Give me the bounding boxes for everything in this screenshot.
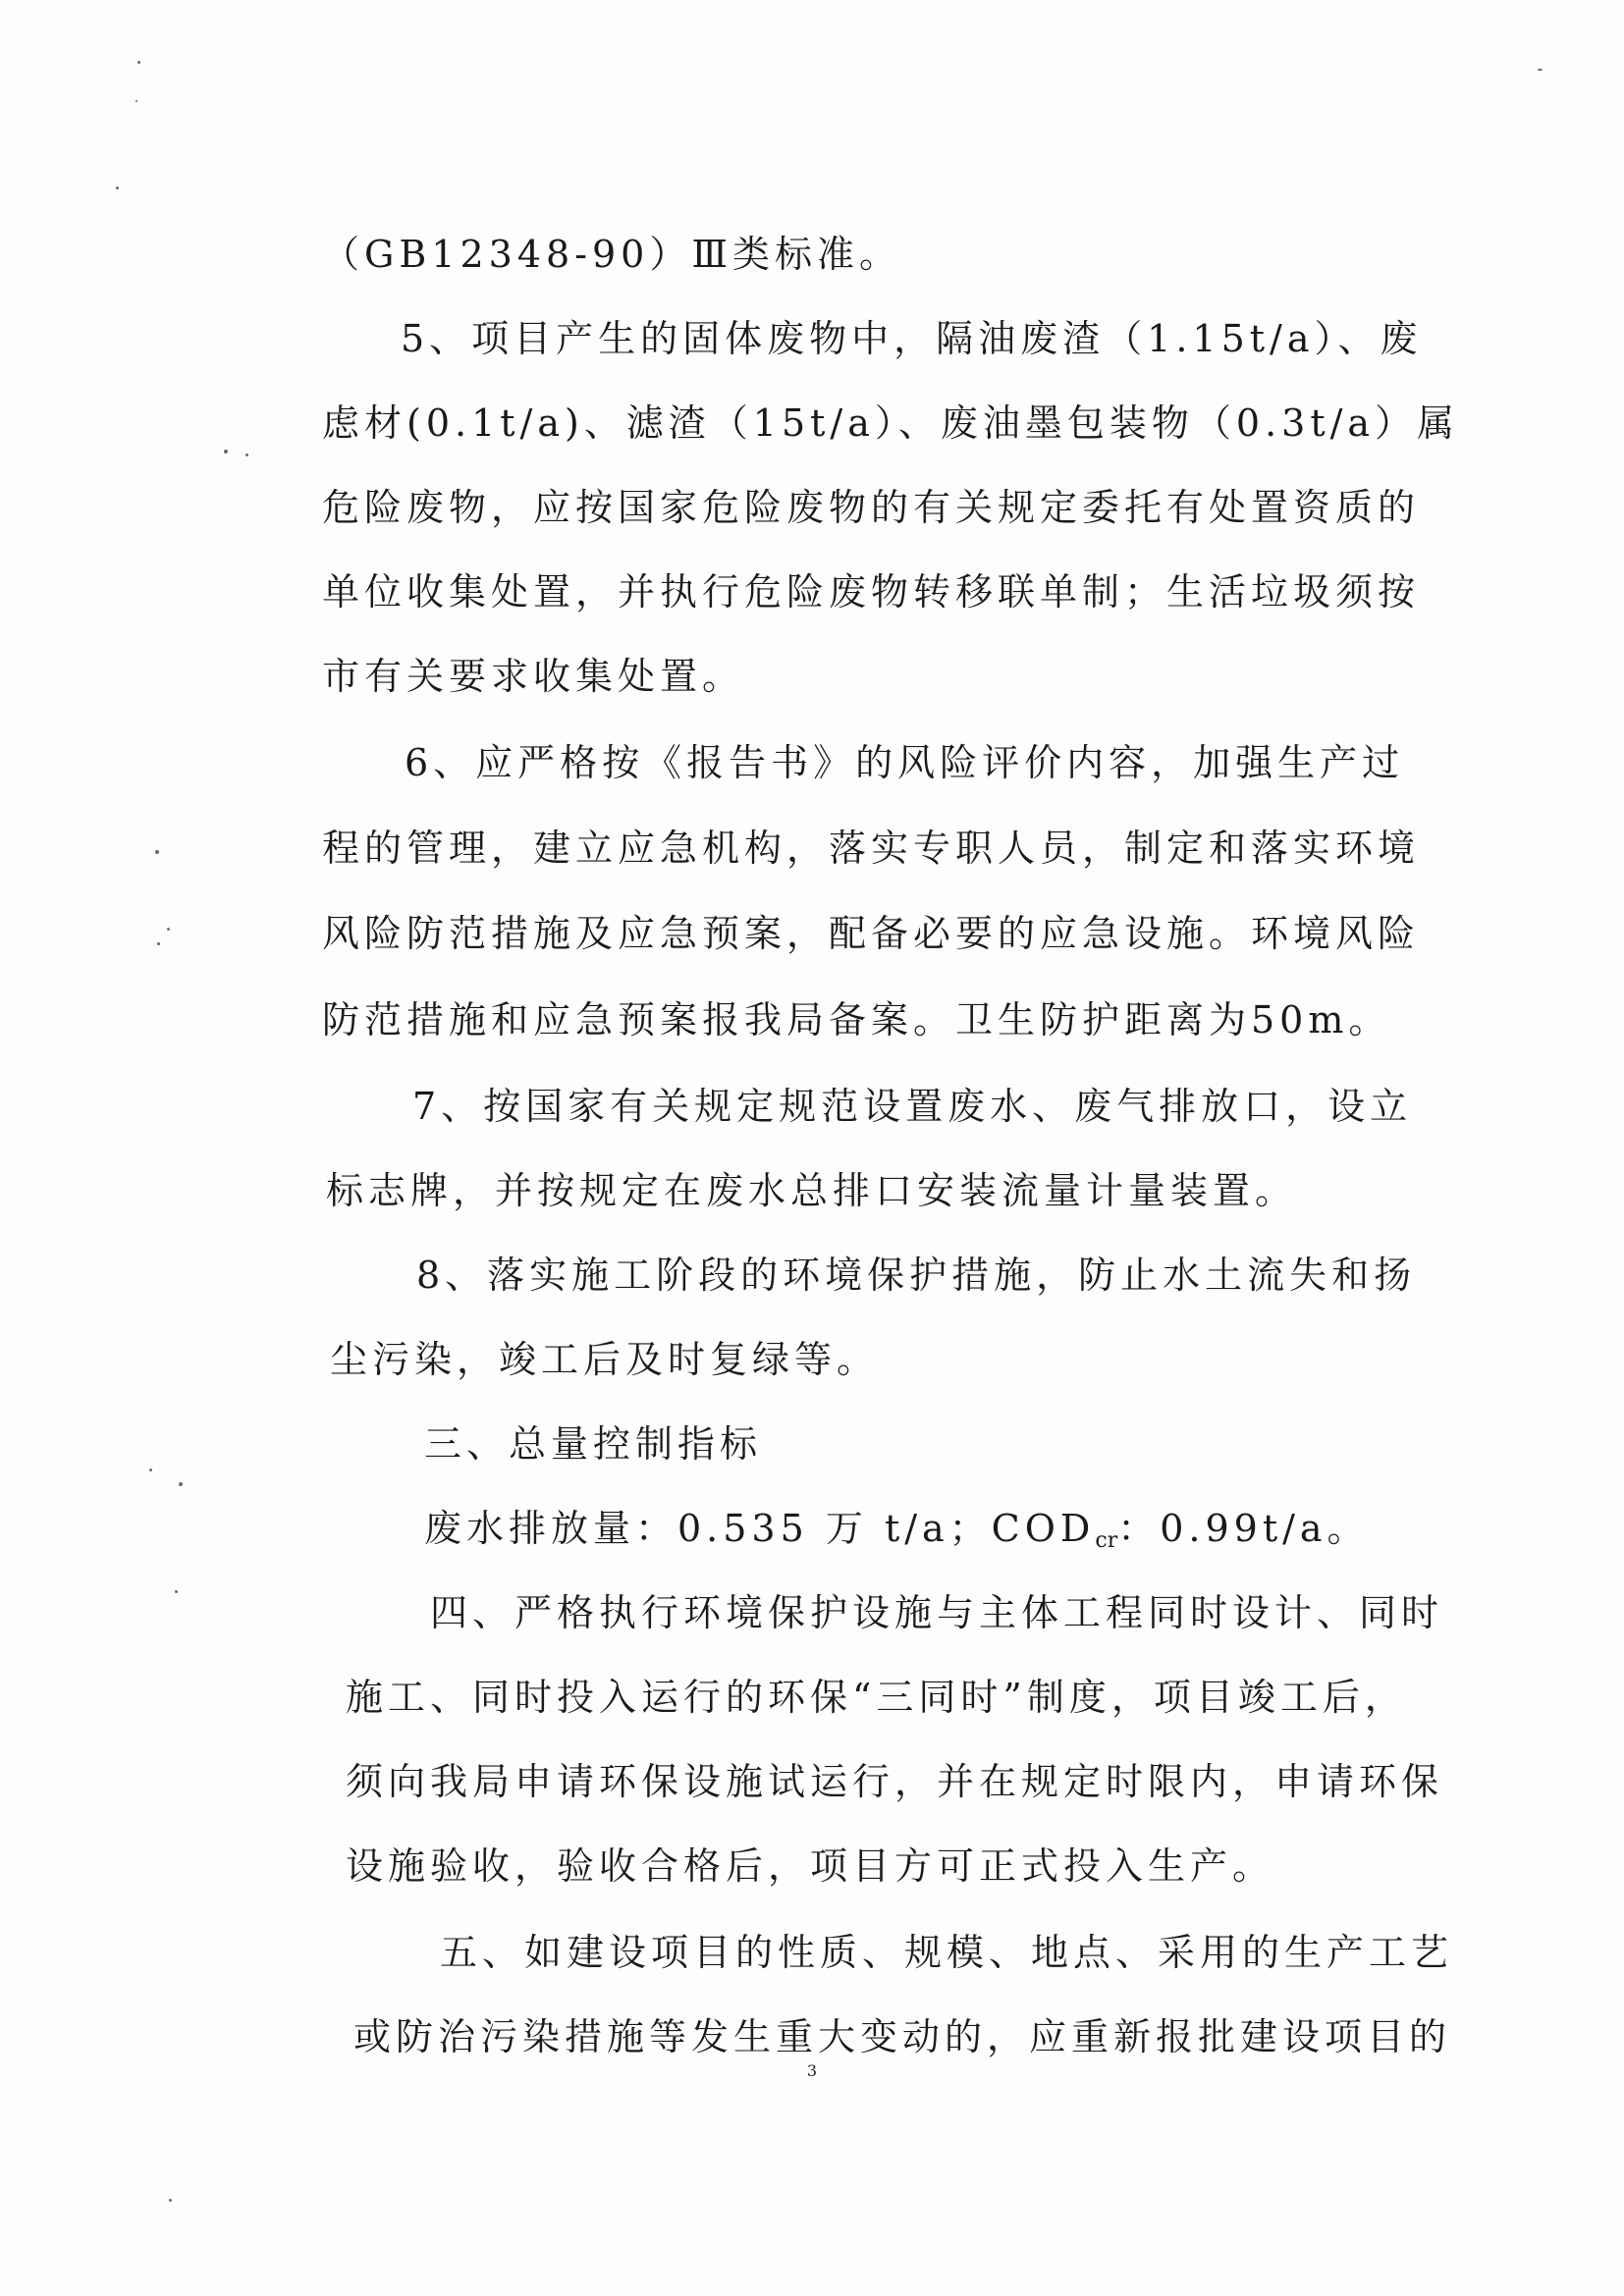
scan-speck (149, 1468, 152, 1471)
text-line: 防范措施和应急预案报我局备案。卫生防护距离为50m。 (322, 998, 1391, 1041)
emission-line (424, 1507, 1370, 1553)
scan-speck (155, 850, 159, 854)
emission-suffix: ：0.99t/a。 (1117, 1507, 1370, 1550)
text-line: 危险废物，应按国家危险废物的有关规定委托有处置资质的 (322, 486, 1421, 529)
emission-subscript: cr (1095, 1528, 1118, 1553)
text-line: 施工、同时投入运行的环保“三同时”制度，项目竣工后， (346, 1676, 1407, 1719)
text-line: 三、总量控制指标 (424, 1422, 763, 1466)
text-line: 市有关要求收集处置。 (322, 655, 745, 698)
text-line: 6、应严格按《报告书》的风险评价内容，加强生产过 (405, 741, 1405, 784)
scan-speck (175, 1590, 178, 1593)
text-line: （GB12348-90）Ⅲ类标准。 (322, 233, 902, 276)
text-line: 或防治污染措施等发生重大变动的，应重新报批建设项目的 (353, 2015, 1452, 2058)
scan-speck (179, 1482, 183, 1486)
scan-speck (157, 942, 160, 945)
text-line: 尘污染，竣工后及时复绿等。 (330, 1338, 880, 1381)
scan-speck (135, 100, 137, 102)
page-number: 3 (806, 2061, 818, 2080)
scan-speck (224, 450, 228, 454)
text-line: 五、如建设项目的性质、规模、地点、采用的生产工艺 (440, 1931, 1454, 1974)
text-line: 四、严格执行环境保护设施与主体工程同时设计、同时 (430, 1591, 1444, 1634)
text-line: 程的管理，建立应急机构，落实专职人员，制定和落实环境 (322, 827, 1421, 870)
scan-speck (1538, 69, 1543, 71)
scan-speck (137, 61, 140, 64)
scan-speck (245, 454, 248, 456)
scan-speck (169, 2199, 172, 2202)
text-line: 8、落实施工阶段的环境保护措施，防止水土流失和扬 (416, 1254, 1417, 1297)
scan-speck (167, 928, 170, 931)
text-line: 标志牌，并按规定在废水总排口安装流量计量装置。 (326, 1169, 1298, 1212)
scan-speck (116, 187, 119, 189)
text-line: 单位收集处置，并执行危险废物转移联单制；生活垃圾须按 (322, 570, 1421, 614)
emission-prefix: 废水排放量：0.535 万 t/a；COD (424, 1507, 1096, 1550)
text-line: 5、项目产生的固体废物中，隔油废渣（1.15t/a）、废 (401, 317, 1423, 360)
text-line: 风险防范措施及应急预案，配备必要的应急设施。环境风险 (322, 912, 1421, 955)
text-line: 设施验收，验收合格后，项目方可正式投入生产。 (346, 1844, 1275, 1888)
text-line: 7、按国家有关规定规范设置废水、废气排放口，设立 (412, 1085, 1413, 1128)
text-line: 虑材(0.1t/a)、滤渣（15t/a）、废油墨包装物（0.3t/a）属 (322, 401, 1460, 445)
text-line: 须向我局申请环保设施试运行，并在规定时限内，申请环保 (346, 1760, 1444, 1803)
